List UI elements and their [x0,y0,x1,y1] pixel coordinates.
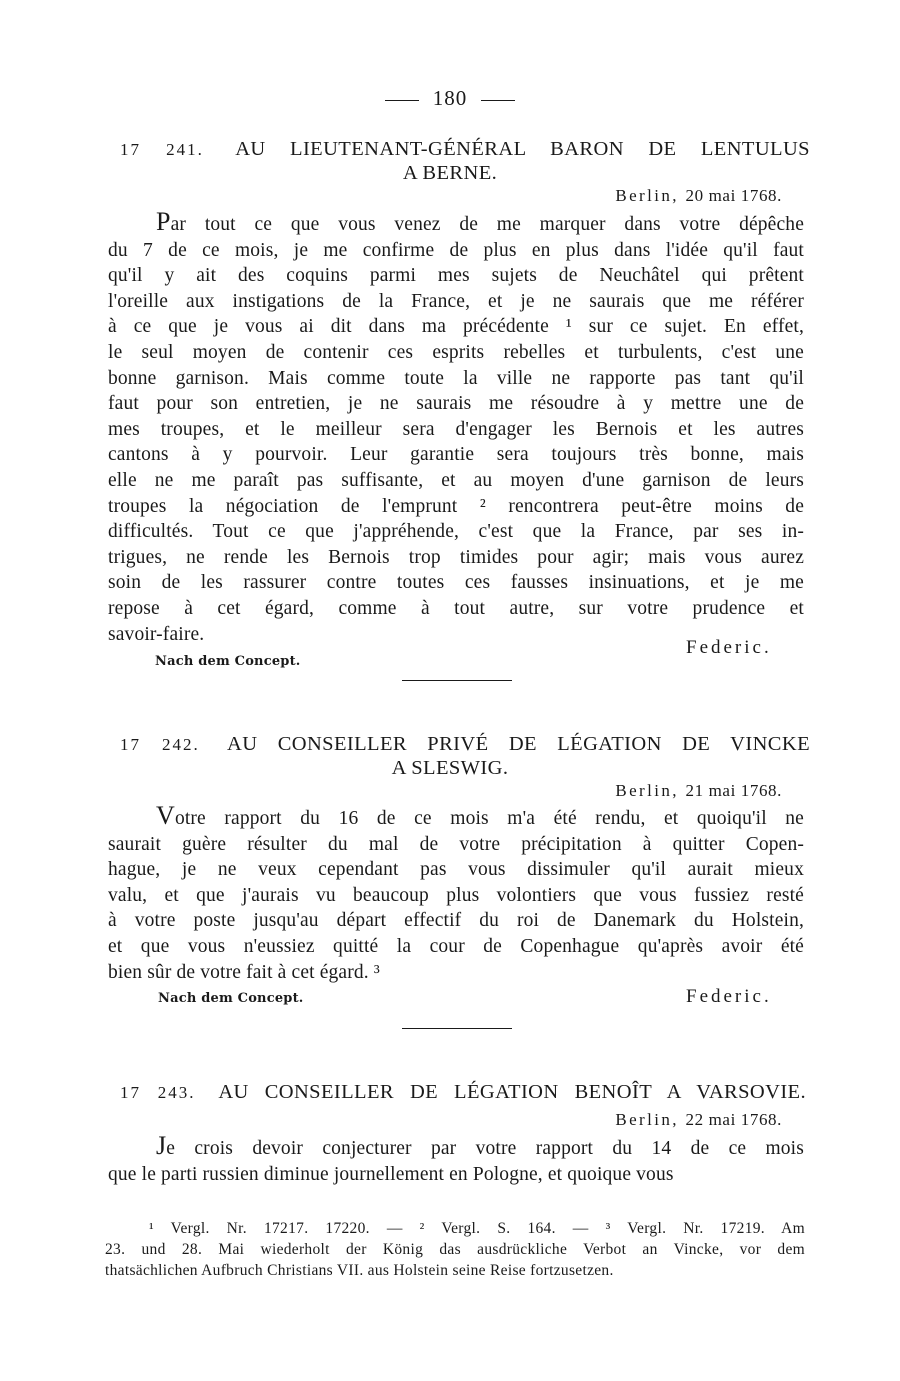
letter-dateline [615,1110,782,1130]
body-line [108,442,804,468]
dateline-place: Berlin, [615,186,679,205]
dateline-date: 21 mai 1768. [685,781,782,800]
body-line-text: saurait guère résulter du mal de votre précipitation à quitter Copen- [108,833,804,855]
body-line [108,519,804,545]
letter-title-line2: A SLESWIG. [391,757,509,779]
source-note: Nach dem Concept. [155,654,301,669]
footnote-line: ¹ Vergl. Nr. 17217. 17220. — ² Vergl. S. 164. — ³ Vergl. Nr. 17219. Am [149,1220,805,1237]
letter-body [108,207,804,647]
footnote-line: thatsächlichen Aufbruch Christians VII. aus Holstein seine Reise fortzusetzen. [105,1262,614,1279]
body-line [108,263,804,289]
drop-letter: J [156,1131,167,1160]
signature: Federic. [686,986,772,1007]
section-divider [402,1028,512,1029]
letter-number: 17 242. [120,735,200,754]
dateline-date: 20 mai 1768. [685,186,782,205]
body-line-text: savoir-faire. [108,623,205,645]
letter-dateline [615,781,782,801]
footnotes [105,1218,805,1281]
body-line-text: difficultés. Tout ce que j'appréhende, c'est que la France, par ses in- [108,521,804,543]
body-line-text: bien sûr de votre fait à cet égard. ³ [108,961,380,983]
body-line [108,494,804,520]
page-number-text: 180 [432,86,468,110]
page-number-dash-right [481,100,515,101]
body-line [108,1131,804,1162]
footnote-line: 23. und 28. Mai wiederholt der König das ausdrückliche Verbot an Vincke, vor dem [105,1241,805,1258]
body-line [108,908,804,934]
dateline-place: Berlin, [615,781,679,800]
letter-number: 17 243. [120,1083,196,1102]
body-line-text: mes troupes, et le meilleur sera d'engager les Bernois et les autres [108,418,804,440]
letter-title: AU CONSEILLER DE LÉGATION BENOÎT A VARSOVIE. [218,1081,806,1103]
dateline-place: Berlin, [615,1110,679,1129]
letter-heading-17243 [120,1079,806,1106]
letter-number: 17 241. [120,140,204,159]
body-line [108,207,804,238]
body-line [108,1162,804,1188]
body-line-text: à ce que je vous ai dit dans ma précédente ¹ sur ce sujet. En effet, [108,316,804,338]
page-number [0,86,900,111]
body-line [108,340,804,366]
body-line [108,289,804,315]
body-line-text: hague, je ne veux cependant pas vous dissimuler qu'il aurait mieux [108,859,804,881]
body-line-text: trigues, ne rende les Bernois trop timides pour agir; mais vous aurez [108,546,804,568]
body-line [108,570,804,596]
signature: Federic. [686,637,772,658]
body-line [108,314,804,340]
body-line [108,857,804,883]
letter-title: AU LIEUTENANT-GÉNÉRAL BARON DE LENTULUS [235,138,810,160]
body-line [108,801,804,832]
body-line [108,468,804,494]
drop-letter: P [156,207,171,236]
body-line [108,417,804,443]
body-line-text: valu, et que j'aurais vu beaucoup plus volontiers que vous fussiez resté [108,884,804,906]
body-line-text: soin de les rassurer contre toutes ces fausses insinuations, et je me [108,572,804,594]
body-line-text: repose à cet égard, comme à tout autre, sur votre prudence et [108,597,804,619]
body-line-text: cantons à y pourvoir. Leur garantie sera toujours très bonne, mais [108,444,804,466]
body-line [108,545,804,571]
body-line [108,596,804,622]
body-line [108,934,804,960]
source-note: Nach dem Concept. [158,991,304,1006]
dateline-date: 22 mai 1768. [685,1110,782,1129]
letter-body [108,1131,804,1187]
body-line-text: ar tout ce que vous venez de me marquer dans votre dépêche [170,214,804,235]
body-line [108,832,804,858]
body-line-text: faut pour son entretien, je ne saurais me résoudre à y mettre une de [108,393,804,415]
body-line-text: qu'il y ait des coquins parmi mes sujets de Neuchâtel qui prêtent [108,265,804,287]
letter-title-line2: A BERNE. [402,162,498,184]
body-line-text: l'oreille aux instigations de la France, et je ne saurais que me référer [108,290,804,312]
letter-heading-17242 [120,731,810,758]
body-line [108,366,804,392]
page-number-dash-left [385,100,419,101]
body-line-text: à votre poste jusqu'au départ effectif du roi de Danemark du Holstein, [108,910,804,932]
body-line-text: que le parti russien diminue journellement en Pologne, et quoique vous [108,1163,674,1185]
drop-letter: V [156,801,175,830]
letter-dateline [615,186,782,206]
body-line-text: troupes la négociation de l'emprunt ² rencontrera peut-être moins de [108,495,804,517]
body-line [108,960,804,986]
body-line-text: du 7 de ce mois, je me confirme de plus en plus dans l'idée qu'il faut [108,239,804,261]
body-line-text: otre rapport du 16 de ce mois m'a été rendu, et quoiqu'il ne [174,808,804,829]
letter-heading-17241 [120,136,810,163]
body-line [108,238,804,264]
body-line-text: et que vous n'eussiez quitté la cour de Copenhague qu'après avoir été [108,935,804,957]
body-line-text: le seul moyen de contenir ces esprits rebelles et turbulents, c'est une [108,341,804,363]
body-line [108,883,804,909]
letter-body [108,801,804,985]
section-divider [402,680,512,681]
body-line-text: bonne garnison. Mais comme toute la ville ne rapporte pas tant qu'il [108,367,804,389]
body-line-text: e crois devoir conjecturer par votre rapport du 14 de ce mois [166,1138,804,1159]
body-line-text: elle ne me paraît pas suffisante, et au moyen d'une garnison de leurs [108,469,804,491]
body-line [108,391,804,417]
letter-title: AU CONSEILLER PRIVÉ DE LÉGATION DE VINCKE [226,733,810,755]
